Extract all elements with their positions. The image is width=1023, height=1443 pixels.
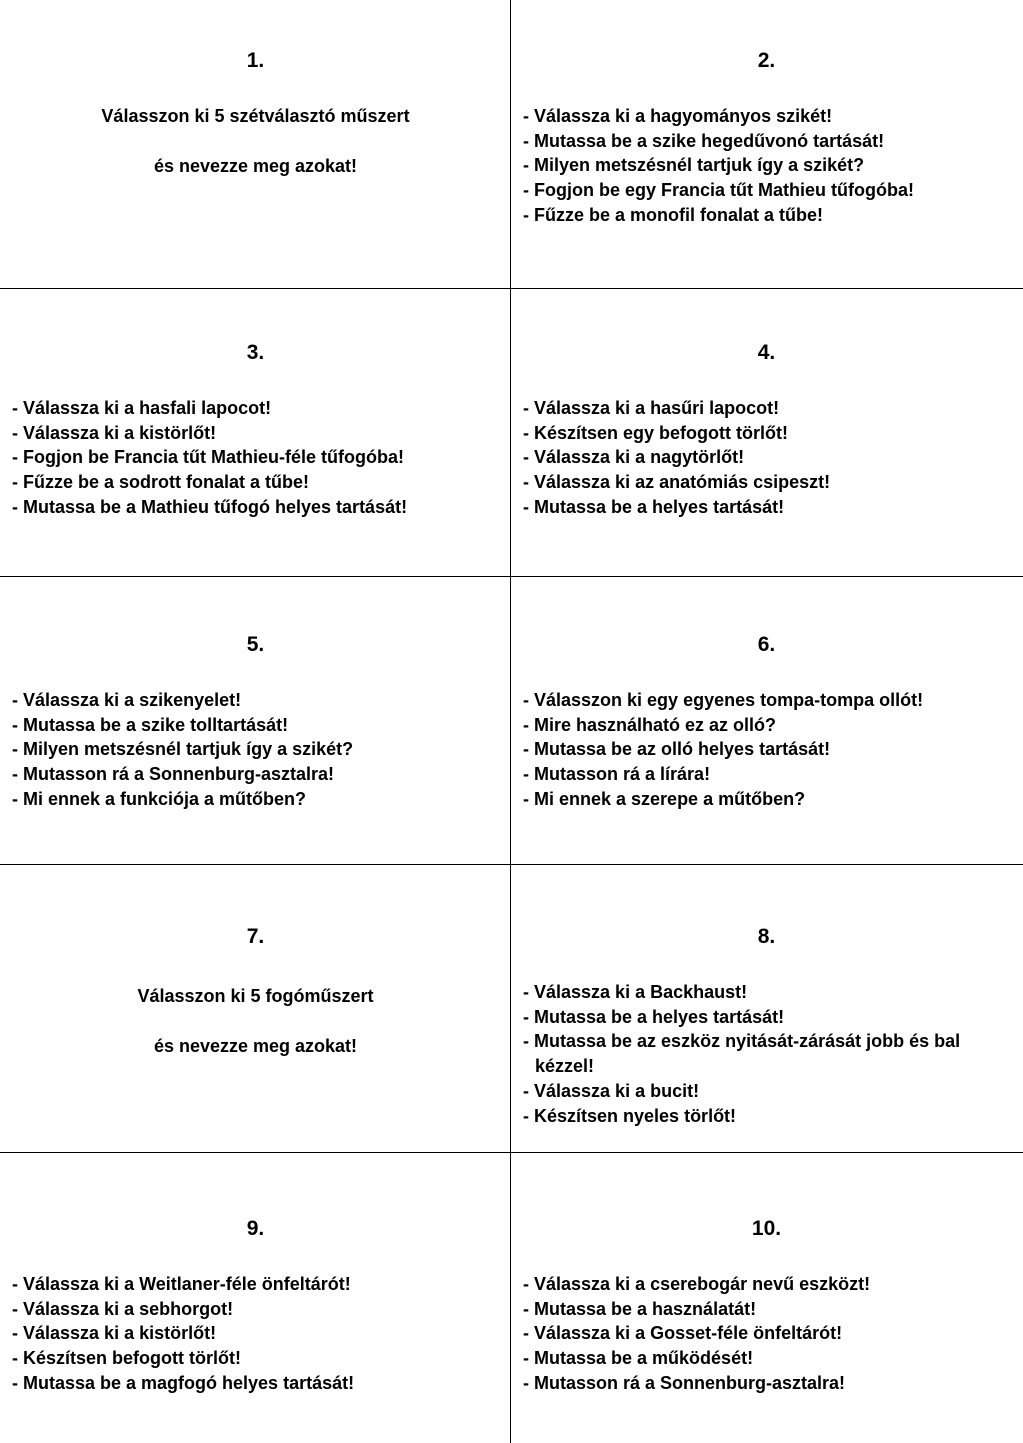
task-item: - Milyen metszésnél tartjuk így a szikét? — [12, 739, 354, 760]
task-item: - Milyen metszésnél tartjuk így a szikét? — [523, 155, 865, 176]
card-instruction — [0, 104, 511, 178]
task-item: - Válassza ki a nagytörlőt! — [523, 447, 745, 468]
task-list — [523, 1272, 1018, 1396]
card-number: 7. — [246, 925, 265, 948]
task-item: - Mutasson rá a Sonnenburg-asztalra! — [523, 1372, 846, 1393]
instruction-line: és nevezze meg azokat! — [153, 156, 358, 176]
task-item: - Készítsen befogott törlőt! — [12, 1348, 241, 1369]
card-number: 1. — [246, 49, 265, 72]
task-item: - Mutassa be a használatát! — [523, 1298, 757, 1319]
task-item: - Készítsen nyeles törlőt! — [523, 1105, 737, 1126]
task-item: - Fogjon be egy Francia tűt Mathieu tűfogóba! — [523, 180, 914, 201]
task-item: - Fűzze be a monofil fonalat a tűbe! — [523, 204, 824, 225]
task-item: - Fogjon be Francia tűt Mathieu-féle tűfogóba! — [12, 447, 404, 468]
card-1 — [0, 0, 511, 288]
task-item: - Válassza ki a bucit! — [523, 1080, 700, 1101]
task-item: - Válassza ki a Weitlaner-féle önfeltárót! — [12, 1274, 351, 1294]
task-item: - Mutassa be a szike hegedűvonó tartását! — [523, 130, 885, 151]
card-4 — [511, 289, 1022, 577]
card-8 — [511, 865, 1022, 1153]
task-item: - Mire használható ez az olló? — [523, 714, 777, 735]
card-number: 8. — [757, 925, 776, 948]
card-9 — [0, 1153, 511, 1441]
task-item: - Válasszon ki egy egyenes tompa-tompa ollót! — [523, 690, 924, 710]
card-number: 6. — [757, 633, 776, 656]
task-item: - Válassza ki a hasfali lapocot! — [12, 398, 272, 418]
card-number: 9. — [246, 1217, 265, 1240]
task-item: - Mi ennek a funkciója a műtőben? — [12, 788, 307, 809]
task-item: - Mi ennek a szerepe a műtőben? — [523, 788, 806, 809]
task-item: - Válassza ki a kistörlőt! — [12, 1323, 217, 1344]
card-number: 10. — [751, 1217, 782, 1240]
task-item: - Válassza ki a kistörlőt! — [12, 422, 217, 443]
task-list — [12, 1272, 507, 1396]
card-number: 4. — [757, 341, 776, 364]
task-item: - Mutassa be az eszköz nyitását-zárását jobb és bal kézzel! — [523, 1031, 961, 1077]
task-item: - Válassza ki a hasűri lapocot! — [523, 398, 780, 418]
card-7 — [0, 865, 511, 1153]
task-item: - Válassza ki a szikenyelet! — [12, 690, 242, 710]
task-item: - Mutasson rá a Sonnenburg-asztalra! — [12, 764, 335, 785]
instruction-line: Válasszon ki 5 szétválasztó műszert — [101, 106, 410, 126]
card-number: 3. — [246, 341, 265, 364]
card-3 — [0, 289, 511, 577]
card-5 — [0, 577, 511, 865]
task-list — [523, 396, 1018, 520]
task-item: - Mutassa be a magfogó helyes tartását! — [12, 1372, 355, 1393]
card-number: 2. — [757, 49, 776, 72]
task-list — [523, 980, 1002, 1128]
task-list — [12, 396, 507, 520]
task-item: - Készítsen egy befogott törlőt! — [523, 422, 788, 443]
task-item: - Mutassa be az olló helyes tartását! — [523, 739, 831, 760]
task-item: - Mutassa be a helyes tartását! — [523, 1006, 785, 1027]
task-item: - Fűzze be a sodrott fonalat a tűbe! — [12, 472, 310, 493]
instruction-line: Válasszon ki 5 fogóműszert — [137, 986, 374, 1006]
task-item: - Válassza ki a hagyományos szikét! — [523, 106, 833, 126]
card-10 — [511, 1153, 1022, 1441]
card-6 — [511, 577, 1022, 865]
task-item: - Mutassa be a működését! — [523, 1348, 754, 1369]
card-instruction — [0, 984, 511, 1058]
task-item: - Válassza ki a Backhaust! — [523, 982, 748, 1002]
task-list — [12, 688, 507, 812]
task-item: - Mutassa be a szike tolltartását! — [12, 714, 289, 735]
instruction-line: és nevezze meg azokat! — [153, 1036, 358, 1056]
task-item: - Mutasson rá a lírára! — [523, 764, 711, 785]
task-item: - Válassza ki az anatómiás csipeszt! — [523, 472, 831, 493]
card-number: 5. — [246, 633, 265, 656]
task-item: - Mutassa be a Mathieu tűfogó helyes tartását! — [12, 496, 408, 517]
card-2 — [511, 0, 1022, 288]
task-item: - Válassza ki a Gosset-féle önfeltárót! — [523, 1323, 843, 1344]
task-item: - Mutassa be a helyes tartását! — [523, 496, 785, 517]
task-item: - Válassza ki a cserebogár nevű eszközt! — [523, 1274, 871, 1294]
task-item: - Válassza ki a sebhorgot! — [12, 1298, 234, 1319]
task-list — [523, 688, 1018, 812]
task-list — [523, 104, 1018, 228]
